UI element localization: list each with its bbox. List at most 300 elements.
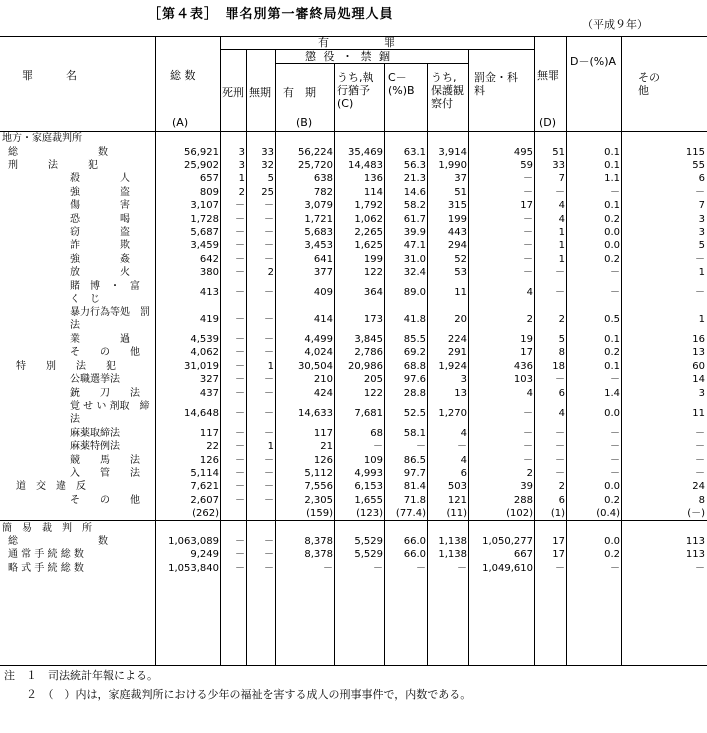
table-row (0, 266, 707, 279)
cell: 3,107 (190, 200, 219, 212)
cell: 4 (558, 213, 565, 225)
cell: － (264, 562, 274, 574)
row-label: 業 過 (70, 334, 130, 346)
cell: － (264, 287, 274, 299)
cell: 1,138 (438, 535, 467, 547)
cell: 58.1 (403, 427, 426, 439)
cell (622, 132, 707, 146)
cell: 1,728 (190, 213, 219, 225)
cell: (159) (306, 508, 333, 520)
note-2: ２ （ ）内は，家庭裁判所における少年の福祉を害する成人の刑事事件で，内数である。 (4, 688, 472, 701)
cell: － (523, 213, 533, 225)
cell: 3 (698, 226, 705, 238)
cell: 5,114 (190, 468, 219, 479)
cell: 809 (199, 186, 219, 198)
cell: － (523, 253, 533, 265)
table-header (0, 36, 707, 130)
cell: － (264, 213, 274, 225)
cell: 424 (313, 387, 333, 399)
cell: － (235, 253, 245, 265)
cell: 4 (558, 407, 565, 419)
header-not-guilty: 無罪 (537, 69, 559, 82)
cell: 126 (199, 454, 219, 466)
cell: － (264, 374, 274, 386)
cell: 19 (520, 334, 533, 346)
cell: 31,019 (184, 360, 219, 372)
cell: 315 (447, 200, 467, 212)
cell: － (264, 387, 274, 399)
cell: 4 (526, 287, 533, 299)
cell: 1,721 (304, 213, 333, 225)
cell: 2,305 (304, 494, 333, 506)
table-row (0, 440, 707, 453)
cell: 17 (520, 347, 533, 359)
cell: － (264, 226, 274, 238)
cell: 495 (513, 146, 533, 158)
cell: 56.3 (403, 159, 426, 171)
cell: 25,902 (184, 159, 219, 171)
cell: 1 (558, 226, 565, 238)
cell: 25,720 (298, 159, 333, 171)
cell (385, 132, 428, 146)
table-row (0, 507, 707, 521)
cell: 33 (552, 159, 565, 171)
table-row (0, 239, 707, 252)
row-label: 競 馬 法 (70, 454, 140, 466)
cell (385, 521, 428, 535)
cell: 4,062 (190, 347, 219, 359)
row-label: 入 管 法 (70, 468, 140, 479)
cell: 14,633 (298, 407, 333, 419)
row-label: 銃 刀 法 (70, 387, 140, 399)
cell: － (264, 427, 274, 439)
cell: 657 (199, 173, 219, 185)
cell: (123) (356, 508, 383, 520)
cell: － (235, 407, 245, 419)
cell: 1 (698, 267, 705, 279)
cell: － (695, 562, 705, 574)
cell: 51 (552, 146, 565, 158)
cell: 21.3 (403, 173, 426, 185)
cell: － (235, 226, 245, 238)
cell: － (235, 347, 245, 359)
cell: － (610, 186, 620, 198)
cell: 85.5 (403, 334, 426, 346)
cell (567, 132, 622, 146)
cell: 18 (552, 360, 565, 372)
cell (247, 521, 276, 535)
cell: － (457, 441, 467, 453)
row-label: 簡 易 裁 判 所 (0, 521, 156, 535)
cell: (－) (687, 508, 705, 520)
cell: 60 (692, 360, 705, 372)
cell: 68.8 (403, 360, 426, 372)
cell: (0.4) (596, 508, 620, 520)
cell: － (523, 267, 533, 279)
cell: 58.2 (403, 200, 426, 212)
cell: 3 (698, 387, 705, 399)
row-label: 通 常 手 続 総 数 (8, 549, 84, 561)
cell: 4 (460, 427, 467, 439)
cell: 97.7 (403, 468, 426, 479)
row-label: 麻薬特例法 (70, 441, 120, 453)
table-row (0, 400, 707, 427)
cell: － (264, 468, 274, 479)
cell: 436 (513, 360, 533, 372)
cell: － (264, 240, 274, 252)
header-fine: 罰金・科 料 (474, 71, 529, 97)
cell: 32.4 (403, 267, 426, 279)
cell (535, 132, 567, 146)
cell: － (610, 267, 620, 279)
cell: 3 (698, 213, 705, 225)
cell: － (610, 427, 620, 439)
cell: 1,792 (354, 200, 383, 212)
cell: － (610, 287, 620, 299)
cell: － (695, 287, 705, 299)
table-row (0, 480, 707, 493)
cell: 59 (520, 159, 533, 171)
cell: 14 (692, 374, 705, 386)
cell: 31.0 (403, 253, 426, 265)
cell: － (235, 374, 245, 386)
cell: 205 (363, 374, 383, 386)
cell: 641 (313, 253, 333, 265)
cell: － (264, 200, 274, 212)
cell (247, 507, 276, 521)
cell: 28.8 (403, 387, 426, 399)
cell: 5 (267, 173, 274, 185)
cell: 113 (685, 549, 705, 561)
cell: 642 (199, 253, 219, 265)
cell: 136 (363, 173, 383, 185)
cell: 0.0 (604, 481, 620, 493)
table-row (0, 279, 707, 306)
table-row (0, 186, 707, 199)
cell: 39 (520, 481, 533, 493)
cell: － (235, 360, 245, 372)
cell: 210 (313, 374, 333, 386)
cell: 1,655 (354, 494, 383, 506)
cell: 2,607 (190, 494, 219, 506)
table-row (0, 386, 707, 399)
cell: － (523, 441, 533, 453)
cell: 377 (313, 267, 333, 279)
cell: 3 (238, 159, 245, 171)
cell: 51 (454, 186, 467, 198)
cell: 122 (363, 387, 383, 399)
cell: 419 (199, 313, 219, 325)
cell: 56,224 (298, 146, 333, 158)
cell: 71.8 (403, 494, 426, 506)
cell: － (610, 454, 620, 466)
cell: 16 (692, 334, 705, 346)
table-row (0, 159, 707, 172)
cell: 3,914 (438, 146, 467, 158)
cell: 14,483 (348, 159, 383, 171)
cell: 7 (698, 200, 705, 212)
cell: 1,053,840 (168, 562, 219, 574)
cell: 109 (363, 454, 383, 466)
cell: － (555, 267, 565, 279)
cell: 61.7 (403, 213, 426, 225)
header-imprisonment: 懲 役 ・ 禁 錮 (305, 50, 392, 63)
cell: 4 (526, 387, 533, 399)
cell (428, 521, 469, 535)
cell: 2 (526, 468, 533, 479)
cell: 782 (313, 186, 333, 198)
cell: 117 (199, 427, 219, 439)
cell: － (373, 562, 383, 574)
cell: 1.4 (604, 387, 620, 399)
row-label: 恐 喝 (70, 213, 130, 225)
cell: (102) (506, 508, 533, 520)
cell: － (416, 441, 426, 453)
cell (156, 132, 221, 146)
cell: 414 (313, 313, 333, 325)
data-table (0, 131, 707, 575)
cell: － (523, 427, 533, 439)
cell: － (555, 454, 565, 466)
cell: － (235, 387, 245, 399)
cell: － (695, 468, 705, 479)
cell: 4 (460, 454, 467, 466)
header-ratio-cb: C－(%)B (388, 71, 415, 97)
cell: (77.4) (395, 508, 426, 520)
cell: 5,529 (354, 535, 383, 547)
row-label: 刑 法 犯 (8, 159, 98, 171)
cell: － (235, 481, 245, 493)
row-label: 強 姦 (70, 253, 130, 265)
row-label: 麻薬取締法 (70, 427, 120, 439)
cell: 1 (558, 240, 565, 252)
row-label: 総 数 (8, 535, 108, 547)
cell: － (264, 549, 274, 561)
cell: 7,681 (354, 407, 383, 419)
cell: 11 (454, 287, 467, 299)
cell: 3,845 (354, 334, 383, 346)
cell: 22 (206, 441, 219, 453)
cell: 291 (447, 347, 467, 359)
table-row (0, 306, 707, 333)
year-note: （平成９年） (582, 18, 648, 31)
cell: － (264, 407, 274, 419)
cell: 288 (513, 494, 533, 506)
cell: － (264, 347, 274, 359)
cell (567, 521, 622, 535)
cell (469, 521, 535, 535)
cell: 7 (558, 173, 565, 185)
cell: 8,378 (304, 549, 333, 561)
table-row (0, 562, 707, 575)
cell: 68 (370, 427, 383, 439)
cell: 0.1 (604, 146, 620, 158)
cell (335, 521, 385, 535)
cell: 0.2 (604, 549, 620, 561)
cell: － (555, 468, 565, 479)
cell: 0.0 (604, 535, 620, 547)
cell: 39.9 (403, 226, 426, 238)
cell: 6 (558, 387, 565, 399)
cell: 7,621 (190, 481, 219, 493)
table-row (0, 494, 707, 507)
cell: 113 (685, 535, 705, 547)
cell (221, 132, 247, 146)
cell: 667 (513, 549, 533, 561)
cell: 35,469 (348, 146, 383, 158)
cell: 103 (513, 374, 533, 386)
header-ratio-da: D－(%)A (570, 55, 617, 68)
cell: 199 (363, 253, 383, 265)
cell: － (695, 441, 705, 453)
table-title: ［第４表］ 罪名別第一審終局処理人員 (148, 7, 394, 22)
cell: 17 (552, 535, 565, 547)
cell: － (235, 313, 245, 325)
cell: － (695, 186, 705, 198)
cell: 1,924 (438, 360, 467, 372)
cell: 8 (558, 347, 565, 359)
cell: － (555, 186, 565, 198)
cell: － (610, 374, 620, 386)
cell: － (695, 427, 705, 439)
cell: 13 (692, 347, 705, 359)
header-total-sub: (A) (172, 116, 189, 129)
cell: 0.0 (604, 407, 620, 419)
cell: 2 (267, 267, 274, 279)
cell: － (235, 441, 245, 453)
cell: 327 (199, 374, 219, 386)
cell: 6,153 (354, 481, 383, 493)
cell: － (457, 562, 467, 574)
header-probation: うち,保護観察付 (431, 71, 464, 110)
cell: － (235, 427, 245, 439)
cell: 0.2 (604, 253, 620, 265)
cell: 1,270 (438, 407, 467, 419)
cell (221, 521, 247, 535)
cell (428, 132, 469, 146)
cell (622, 521, 707, 535)
cell: 294 (447, 240, 467, 252)
cell: 25 (261, 186, 274, 198)
row-label (0, 507, 156, 521)
cell: 115 (685, 146, 705, 158)
cell (276, 521, 335, 535)
cell: － (416, 562, 426, 574)
row-label: 略 式 手 続 総 数 (8, 562, 84, 574)
cell: 1,625 (354, 240, 383, 252)
row-label: 強 盗 (70, 186, 130, 198)
cell: 56,921 (184, 146, 219, 158)
cell: 1 (698, 313, 705, 325)
cell: － (264, 253, 274, 265)
cell: 13 (454, 387, 467, 399)
cell: (1) (550, 508, 565, 520)
cell: 9,249 (190, 549, 219, 561)
cell: 20 (454, 313, 467, 325)
cell: 409 (313, 287, 333, 299)
cell: － (555, 562, 565, 574)
cell: 117 (313, 427, 333, 439)
cell (221, 507, 247, 521)
cell: 3,079 (304, 200, 333, 212)
header-term-sub: (B) (296, 116, 313, 129)
cell: － (235, 468, 245, 479)
cell: － (235, 287, 245, 299)
cell: － (235, 267, 245, 279)
row-label: そ の 他 (70, 347, 140, 359)
cell: 21 (320, 441, 333, 453)
header-life: 無期 (249, 86, 271, 99)
cell: － (264, 454, 274, 466)
cell: － (555, 427, 565, 439)
cell: 121 (447, 494, 467, 506)
cell: 8 (698, 494, 705, 506)
cell: 437 (199, 387, 219, 399)
header-death: 死刑 (222, 86, 244, 99)
cell: 443 (447, 226, 467, 238)
cell: － (555, 374, 565, 386)
cell: 17 (520, 200, 533, 212)
cell: 5,112 (304, 468, 333, 479)
cell: 4,993 (354, 468, 383, 479)
cell: － (235, 213, 245, 225)
row-label: 殺 人 (70, 173, 130, 185)
row-label: 総 数 (8, 146, 108, 158)
table-row (0, 253, 707, 266)
cell: － (264, 334, 274, 346)
header-crime-name: 罪 名 (22, 69, 77, 82)
cell: 24 (692, 481, 705, 493)
cell: 413 (199, 287, 219, 299)
cell: － (610, 441, 620, 453)
cell: 33 (261, 146, 274, 158)
cell: 3 (460, 374, 467, 386)
row-label: 地方・家庭裁判所 (0, 132, 156, 146)
cell: 503 (447, 481, 467, 493)
cell: 63.1 (403, 146, 426, 158)
header-term: 有 期 (283, 86, 316, 99)
cell: 1,062 (354, 213, 383, 225)
table-row (0, 199, 707, 212)
cell: 86.5 (403, 454, 426, 466)
cell: 0.0 (604, 240, 620, 252)
cell: 1 (267, 441, 274, 453)
cell: 0.2 (604, 494, 620, 506)
table-row (0, 346, 707, 359)
cell: － (235, 494, 245, 506)
cell: － (264, 481, 274, 493)
cell: 3,459 (190, 240, 219, 252)
cell: 4,499 (304, 334, 333, 346)
cell: － (523, 186, 533, 198)
cell: － (235, 549, 245, 561)
cell: 2,265 (354, 226, 383, 238)
cell: 3 (238, 146, 245, 158)
row-label: 放 火 (70, 267, 130, 279)
cell: 37 (454, 173, 467, 185)
cell: 20,986 (348, 360, 383, 372)
table-row (0, 521, 707, 535)
cell: 8,378 (304, 535, 333, 547)
table-row (0, 145, 707, 158)
cell: 1,138 (438, 549, 467, 561)
row-label: 詐 欺 (70, 240, 130, 252)
cell: － (264, 494, 274, 506)
cell (535, 521, 567, 535)
cell: 30,504 (298, 360, 333, 372)
header-other: その他 (638, 71, 660, 97)
cell: 14,648 (184, 407, 219, 419)
